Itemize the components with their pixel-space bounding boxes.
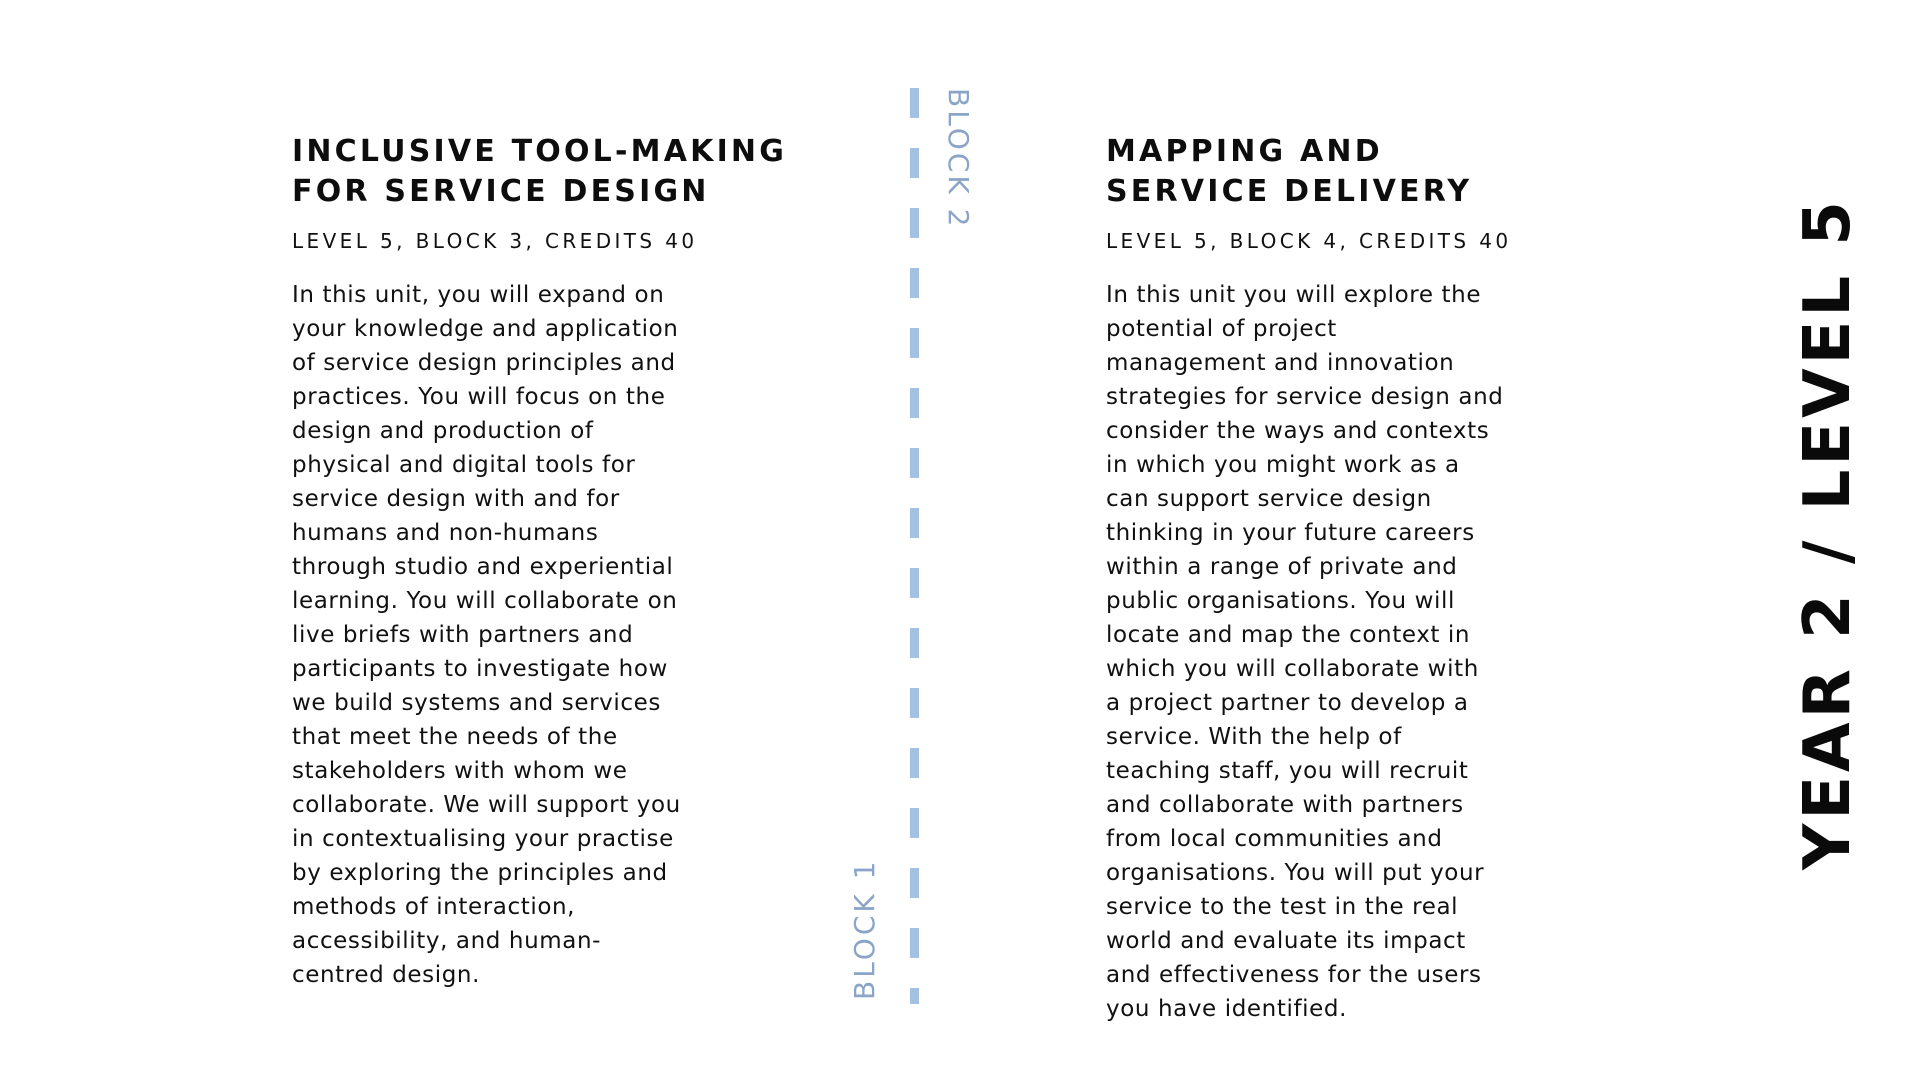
body-line: in which you might work as a [1106,452,1460,478]
unit-meta: LEVEL 5, BLOCK 4, CREDITS 40 [1106,229,1512,253]
body-line: from local communities and [1106,826,1443,852]
body-line: of service design principles and [292,350,676,376]
body-line: management and innovation [1106,350,1455,376]
body-line: public organisations. You will [1106,588,1455,614]
body-line: service design with and for [292,486,620,512]
body-line: a project partner to develop a [1106,690,1469,716]
body-line: can support service design [1106,486,1432,512]
body-line: locate and map the context in [1106,622,1471,648]
body-line: world and evaluate its impact [1106,928,1466,954]
body-line: methods of interaction, [292,894,576,920]
body-line: and collaborate with partners [1106,792,1464,818]
body-line: stakeholders with whom we [292,758,628,784]
body-line: service to the test in the real [1106,894,1459,920]
body-line: centred design. [292,962,481,988]
unit-description [292,278,772,992]
body-line: we build systems and services [292,690,661,716]
unit-meta: LEVEL 5, BLOCK 3, CREDITS 40 [292,229,698,253]
body-line: live briefs with partners and [292,622,634,648]
block-divider [910,88,919,1004]
body-line: In this unit you will explore the [1106,282,1482,308]
body-line: in contextualising your practise [292,826,674,852]
unit-title-line: INCLUSIVE TOOL-MAKING [292,134,788,169]
body-line: within a range of private and [1106,554,1458,580]
unit-title-line: FOR SERVICE DESIGN [292,174,710,209]
body-line: your knowledge and application [292,316,679,342]
body-line: physical and digital tools for [292,452,636,478]
body-line: you have identified. [1106,996,1347,1022]
unit-inclusive-tool-making [292,132,788,992]
body-line: participants to investigate how [292,656,668,682]
body-line: through studio and experiential [292,554,674,580]
body-line: and effectiveness for the users [1106,962,1482,988]
body-line: thinking in your future careers [1106,520,1475,546]
body-line: In this unit, you will expand on [292,282,665,308]
unit-description [1106,278,1586,1026]
body-line: service. With the help of [1106,724,1402,750]
body-line: accessibility, and human- [292,928,602,954]
unit-title [1106,132,1586,212]
body-line: that meet the needs of the [292,724,618,750]
unit-mapping-service-delivery [1106,132,1586,1026]
body-line: learning. You will collaborate on [292,588,678,614]
body-line: by exploring the principles and [292,860,668,886]
body-line: potential of project [1106,316,1337,342]
unit-title-line: SERVICE DELIVERY [1106,174,1473,209]
unit-title-line: MAPPING AND [1106,134,1383,169]
body-line: teaching staff, you will recruit [1106,758,1469,784]
block-1-label: BLOCK 1 [848,858,881,1000]
body-line: strategies for service design and [1106,384,1504,410]
block-2-label: BLOCK 2 [942,88,975,230]
body-line: practices. You will focus on the [292,384,666,410]
body-line: humans and non-humans [292,520,599,546]
body-line: collaborate. We will support you [292,792,681,818]
body-line: which you will collaborate with [1106,656,1479,682]
unit-title [292,132,788,212]
body-line: consider the ways and contexts [1106,418,1490,444]
body-line: organisations. You will put your [1106,860,1485,886]
year-level-title: YEAR 2 / LEVEL 5 [1791,197,1865,870]
body-line: design and production of [292,418,594,444]
